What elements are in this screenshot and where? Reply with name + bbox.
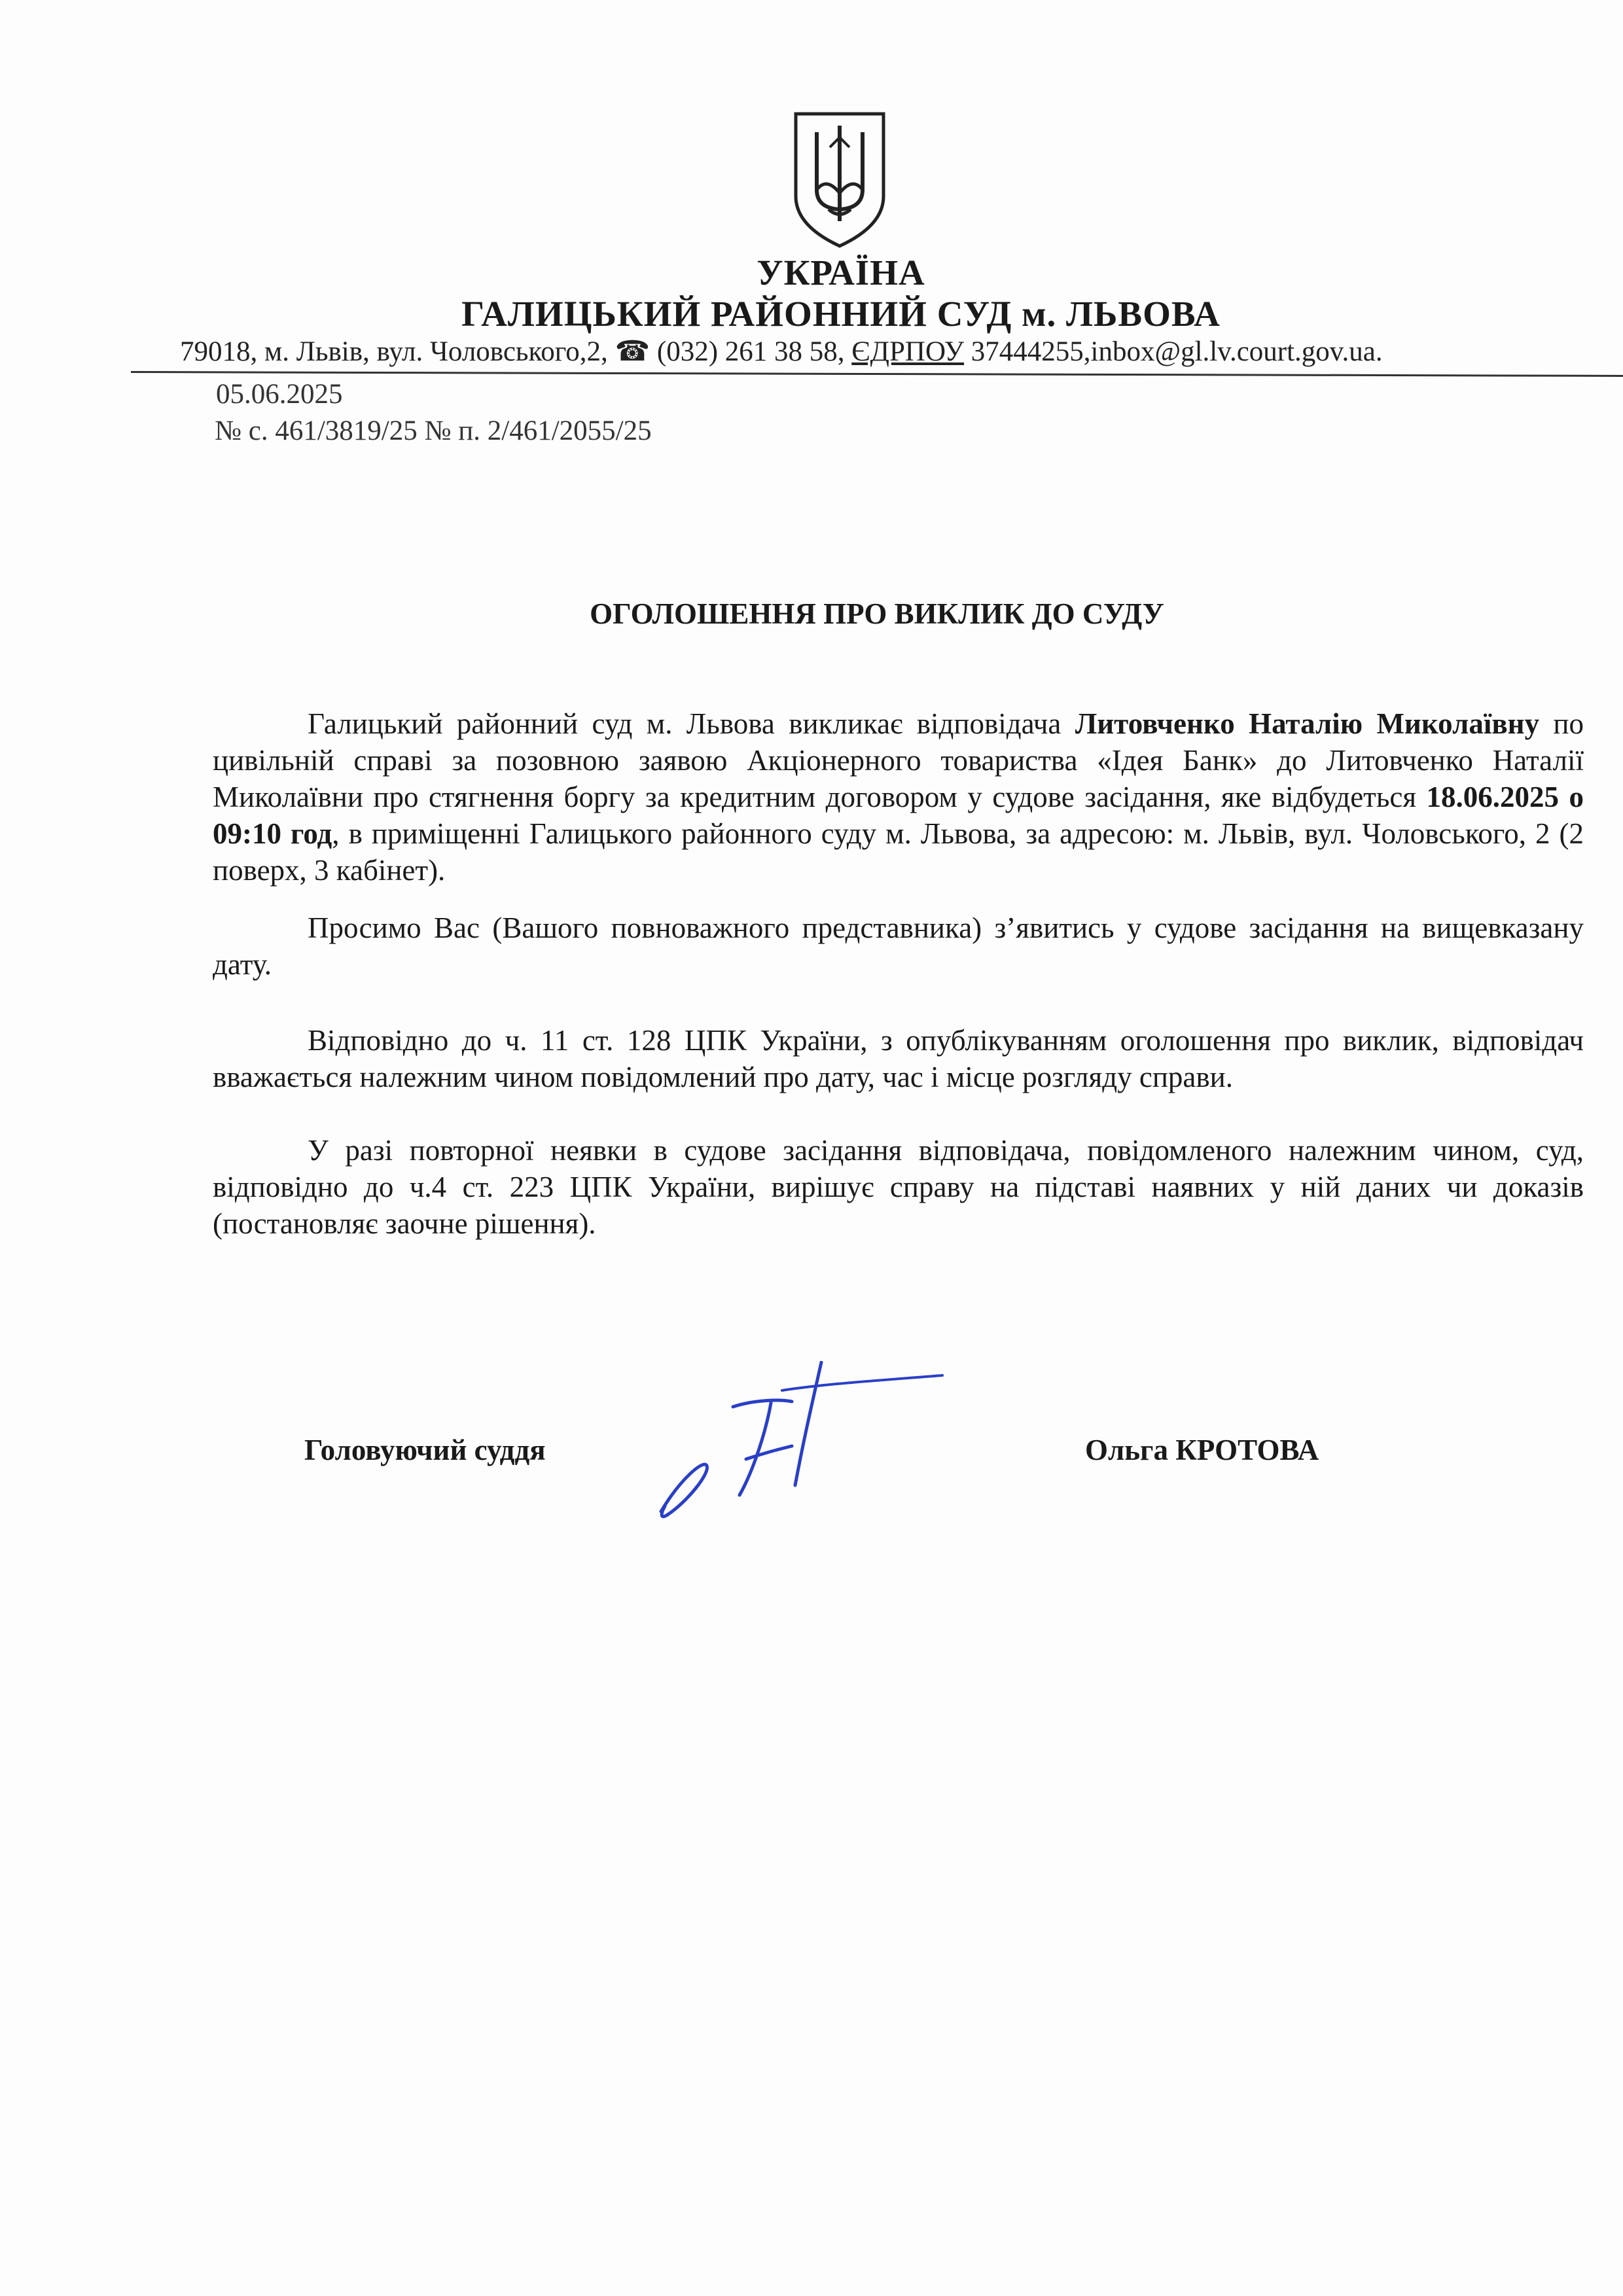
edrpou-email: 37444255,inbox@gl.lv.court.gov.ua. — [964, 336, 1383, 367]
coat-of-arms-icon — [791, 111, 889, 249]
phone-icon: ☎ — [615, 336, 651, 367]
court-address: 79018, м. Львів, вул. Чоловського,2, — [180, 336, 608, 367]
p2-text: Просимо Вас (Вашого повноважного представника) з’явитись у судове засідання на вищевказану дату. — [213, 911, 1584, 981]
paragraph-summons — [213, 705, 1584, 889]
p1-text-c: , в приміщенні Галицького районного суду м. Львова, за адресою: м. Львів, вул. Чоловського, 2 (2 поверх, 3 кабінет). — [213, 817, 1584, 887]
p1-text-a: Галицький районний суд м. Львова викликає відповідача — [308, 707, 1075, 740]
paragraph-notice — [213, 1022, 1584, 1095]
court-contact-line: 79018, м. Львів, вул. Чоловського,2, ☎ (032) 261 38 58, ЄДРПОУ 37444255,inbox@gl.lv.court.gov.ua. — [180, 336, 1383, 367]
court-phone: (032) 261 38 58 — [656, 336, 838, 367]
case-number: № с. 461/3819/25 № п. 2/461/2055/25 — [215, 415, 652, 446]
judge-role: Головуючий суддя — [304, 1434, 546, 1466]
paragraph-default — [213, 1132, 1584, 1242]
judge-name: Ольга КРОТОВА — [1085, 1434, 1319, 1466]
court-title: ГАЛИЦЬКИЙ РАЙОННИЙ СУД м. ЛЬВОВА — [461, 294, 1221, 334]
handwritten-signature — [641, 1361, 949, 1525]
defendant-name: Литовченко Наталію Миколаївну — [1075, 707, 1540, 740]
paragraph-request — [213, 910, 1584, 983]
p1-text-b: по цивільній справі за позовною заявою Акціонерного товариства «Ідея Банк» до Литовченко Наталії Миколаївни про стягнення боргу за кредитним договором у судове засідання, яке відбудеться — [213, 707, 1584, 813]
country-title: УКРАЇНА — [757, 253, 925, 292]
edrpou-label: ЄДРПОУ — [851, 336, 965, 367]
p4-text: У разі повторної неявки в судове засідання відповідача, повідомленого належним чином, суд, відповідно до ч.4 ст. 223 ЦПК України, вирішує справу на підставі наявних у ній даних чи доказів (постановляє заочне рішення). — [213, 1134, 1584, 1240]
document-heading: ОГОЛОШЕННЯ ПРО ВИКЛИК ДО СУДУ — [590, 597, 1164, 630]
hearing-datetime: 18.06.2025 о 09:10 год — [213, 781, 1584, 850]
document-date: 05.06.2025 — [216, 379, 343, 410]
header-divider — [131, 371, 1623, 377]
p3-text: Відповідно до ч. 11 ст. 128 ЦПК України, з опублікуванням оголошення про виклик, відповідач вважається належним чином повідомлений про дату, час і місце розгляду справи. — [213, 1024, 1584, 1093]
